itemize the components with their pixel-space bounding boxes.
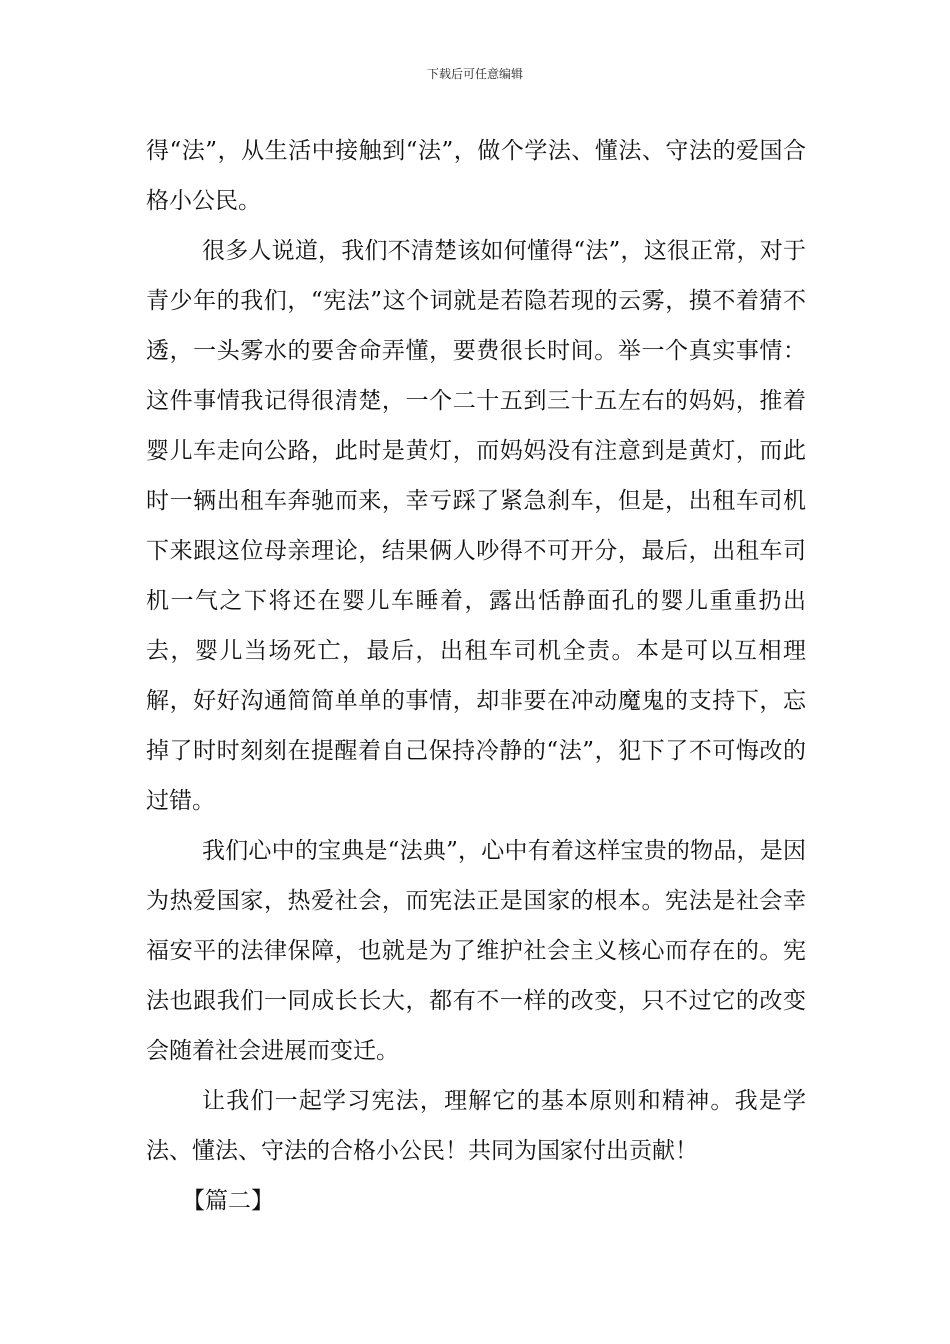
section-heading: 【篇二】: [182, 1188, 274, 1214]
paragraph-conclusion: 让我们一起学习宪法，理解它的基本原则和精神。我是学法、懂法、守法的合格小公民！共同为国家付出贡献！: [146, 1088, 806, 1164]
paragraph-story: 很多人说道，我们不清楚该如何懂得“法”，这很正常，对于青少年的我们，“宪法”这个词就是若隐若现的云雾，摸不着猜不透，一头雾水的要舍命弄懂，要费很长时间。举一个真实事情：这件事情我记得很清楚，一个二十五到三十五左右的妈妈，推着婴儿车走向公路，此时是黄灯，而妈妈没有注意到是黄灯，而此时一辆出租车奔驰而来，幸亏踩了紧急刹车，但是，出租车司机下来跟这位母亲理论，结果俩人吵得不可开分，最后，出租车司机一气之下将还在婴儿车睡着，露出恬静面孔的婴儿重重扔出去，婴儿当场死亡，最后，出租车司机全责。本是可以互相理解，好好沟通简简单单的事情，却非要在冲动魔鬼的支持下，忘掉了时时刻刻在提醒着自己保持冷静的“法”，犯下了不可悔改的过错。: [146, 238, 806, 814]
paragraph-continuation: 得“法”，从生活中接触到“法”，做个学法、懂法、守法的爱国合格小公民。: [146, 138, 806, 214]
page-header: 下载后可任意编辑: [426, 67, 523, 81]
paragraph-constitution: 我们心中的宝典是“法典”，心中有着这样宝贵的物品，是因为热爱国家，热爱社会，而宪法正是国家的根本。宪法是社会幸福安平的法律保障，也就是为了维护社会主义核心而存在的。宪法也跟我们一同成长长大，都有不一样的改变，只不过它的改变会随着社会进展而变迁。: [146, 838, 806, 1064]
document-body: [146, 126, 806, 1226]
